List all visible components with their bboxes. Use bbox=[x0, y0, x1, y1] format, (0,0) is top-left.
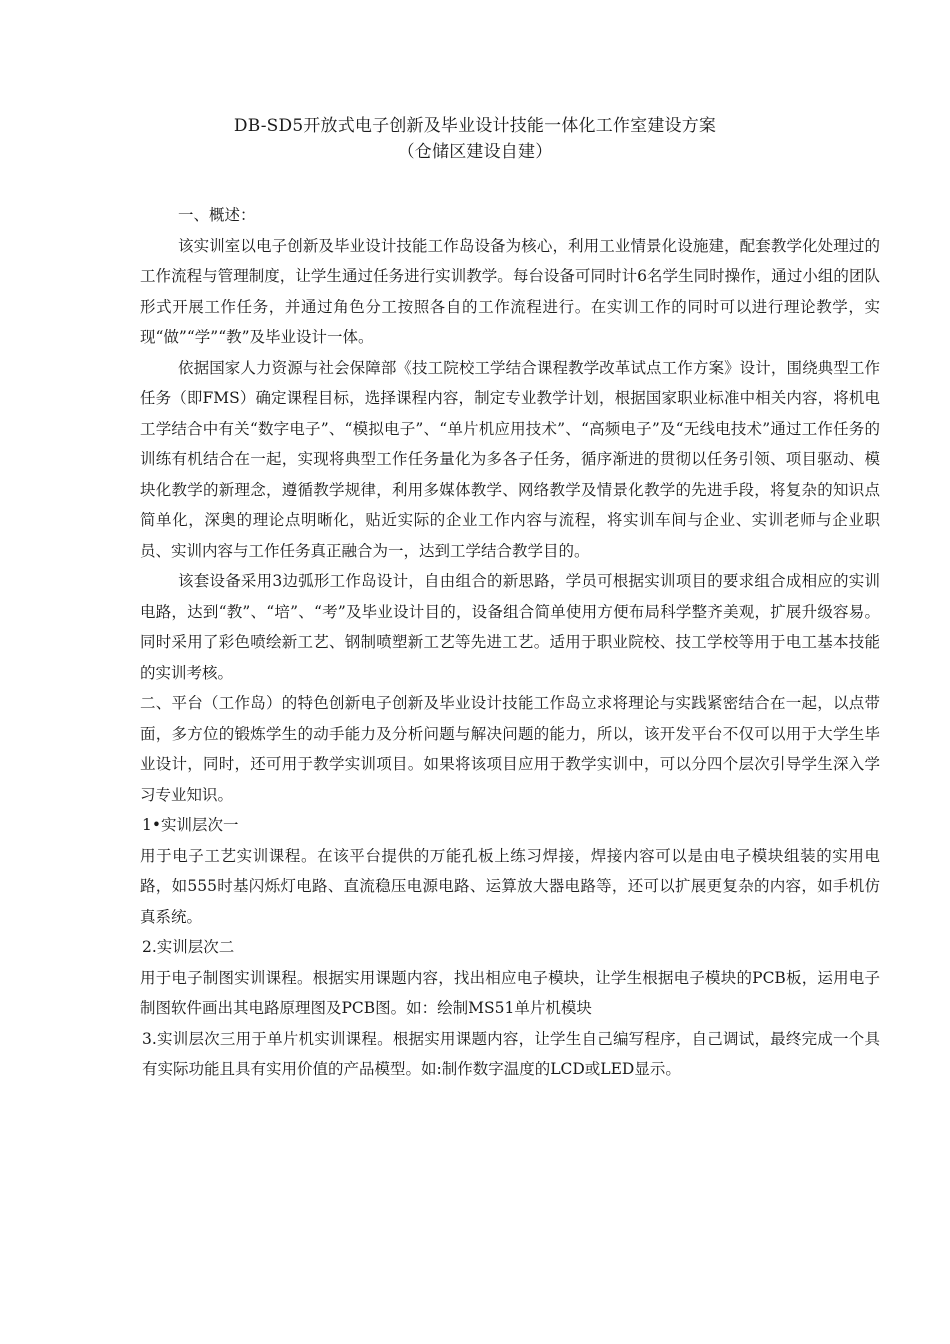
document-title: DB-SD5开放式电子创新及毕业设计技能一体化工作室建设方案 bbox=[233, 116, 717, 136]
document-body bbox=[140, 200, 880, 1085]
paragraph-intro: 该实训室以电子创新及毕业设计技能工作岛设备为核心，利用工业情景化设施建，配套教学化处理过的工作流程与管理制度，让学生通过任务进行实训教学。每台设备可同时计6名学生同时操作，通过小组的团队形式开展工作任务，并通过角色分工按照各自的工作流程进行。在实训工作的同时可以进行理论教学，实现“做”“学”“教”及毕业设计一体。 bbox=[140, 236, 880, 346]
level-two-heading: 2.实训层次二 bbox=[142, 938, 235, 956]
section-heading-platform: 二、平台（工作岛）的特色创新电子创新及毕业设计技能工作岛立求将理论与实践紧密结合在一起，以点带面，多方位的锻炼学生的动手能力及分析问题与解决问题的能力，所以，该开发平台不仅可以用于大学生毕业设计，同时，还可用于教学实训项目。如果将该项目应用于教学实训中，可以分四个层次引导学生深入学习专业知识。 bbox=[140, 694, 880, 804]
level-one-heading: 1•实训层次一 bbox=[142, 816, 239, 834]
paragraph-level-three: 3.实训层次三用于单片机实训课程。根据实用课题内容，让学生自己编写程序，自己调试，最终完成一个具有实际功能且具有实用价值的产品模型。如:制作数字温度的LCD或LED显示。 bbox=[142, 1029, 880, 1078]
paragraph-level-two: 用于电子制图实训课程。根据实用课题内容，找出相应电子模块，让学生根据电子模块的PCB板，运用电子制图软件画出其电路原理图及PCB图。如：绘制MS51单片机模块 bbox=[140, 968, 880, 1017]
document-subtitle: （仓储区建设自建） bbox=[397, 142, 553, 162]
paragraph-equipment: 该套设备采用3边弧形工作岛设计，自由组合的新思路，学员可根据实训项目的要求组合成相应的实训电路，达到“教”、“培”、“考”及毕业设计目的，设备组合简单使用方便布局科学整齐美观，扩展升级容易。同时采用了彩色喷绘新工艺、钢制喷塑新工艺等先进工艺。适用于职业院校、技工学校等用于电工基本技能的实训考核。 bbox=[140, 572, 880, 682]
paragraph-basis: 依据国家人力资源与社会保障部《技工院校工学结合课程教学改革试点工作方案》设计，围绕典型工作任务（即FMS）确定课程目标，选择课程内容，制定专业教学计划，根据国家职业标准中相关内容，将机电工学结合中有关“数字电子”、“模拟电子”、“单片机应用技术”、“高频电子”及“无线电技术”通过工作任务的训练有机结合在一起，实现将典型工作任务量化为多各子任务，循序渐进的贯彻以任务引领、项目驱动、模块化教学的新理念，遵循教学规律，利用多媒体教学、网络教学及情景化教学的先进手段，将复杂的知识点简单化，深奥的理论点明晰化，贴近实际的企业工作内容与流程，将实训车间与企业、实训老师与企业职员、实训内容与工作任务真正融合为一，达到工学结合教学目的。 bbox=[140, 358, 880, 560]
section-heading-overview: 一、概述： bbox=[178, 206, 256, 224]
paragraph-level-one: 用于电子工艺实训课程。在该平台提供的万能孔板上练习焊接，焊接内容可以是由电子模块组装的实用电路，如555时基闪烁灯电路、直流稳压电源电路、运算放大器电路等，还可以扩展更复杂的内容，如手机仿真系统。 bbox=[140, 846, 880, 926]
